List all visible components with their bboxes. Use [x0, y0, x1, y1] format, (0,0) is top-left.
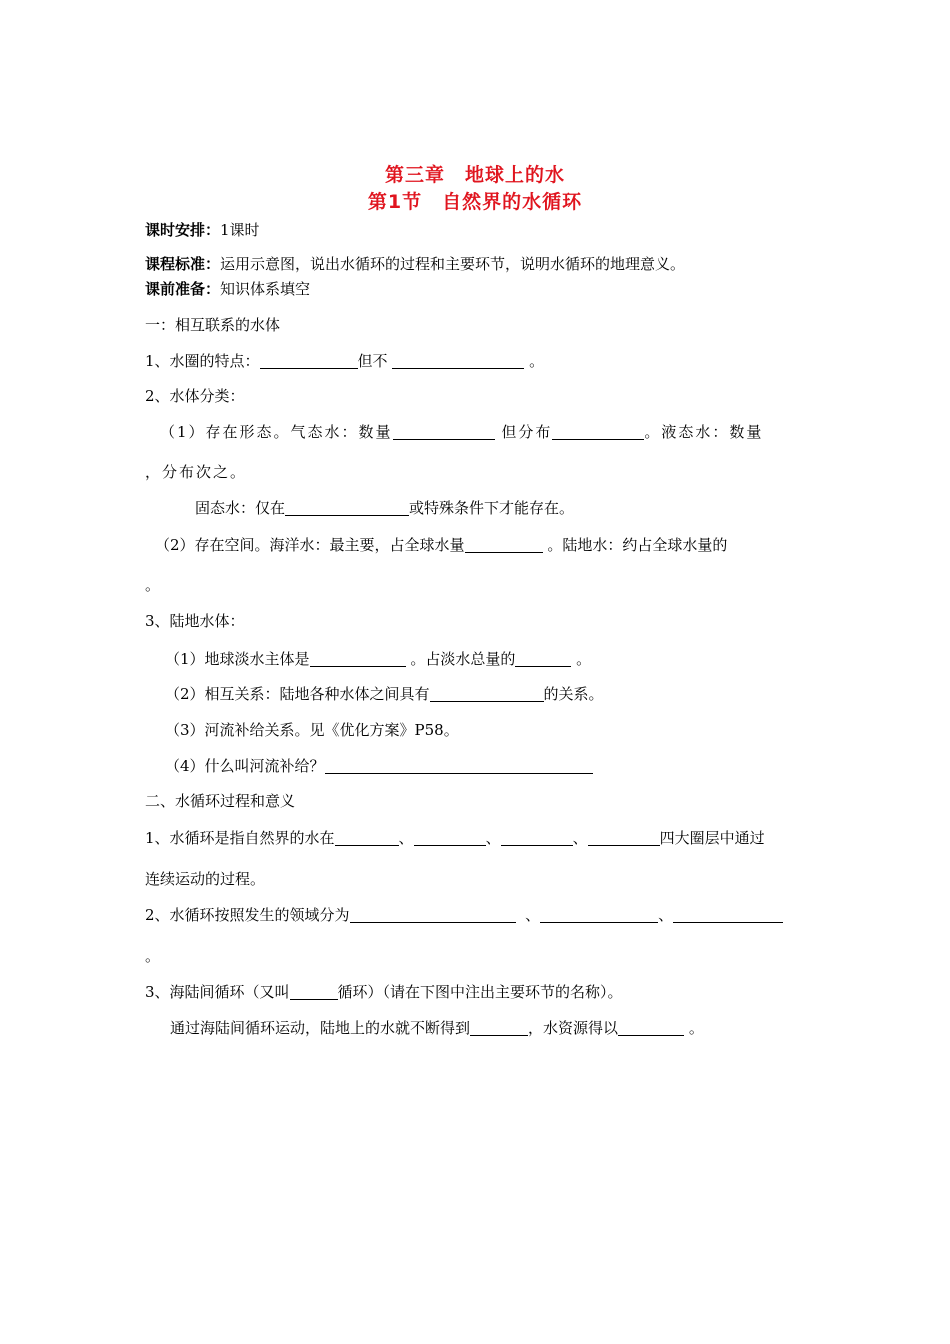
answer-blank[interactable]: [350, 906, 516, 923]
q3-i2-text: （2）相互关系：陆地各种水体之间具有: [165, 685, 430, 703]
p2-q3-text: 3、海陆间循环（又叫: [145, 983, 290, 1001]
q2-s2-line: [155, 535, 727, 555]
q2-solid-text-2: 或特殊条件下才能存在。: [409, 499, 575, 517]
q3-i3-line: （3）河流补给关系。见《优化方案》P58。: [165, 721, 459, 739]
part1-heading: 一：相互联系的水体: [145, 316, 281, 334]
schedule-line: [145, 220, 260, 240]
separator: 、: [485, 829, 501, 847]
separator: 、: [398, 829, 414, 847]
p2-q3-cont: [170, 1018, 704, 1038]
answer-blank[interactable]: [414, 829, 486, 846]
answer-blank[interactable]: [430, 685, 544, 702]
q3-i4-line: [165, 756, 593, 776]
p2-q2-end: 。: [145, 947, 161, 965]
p2-q3-text-4: ，水资源得以: [528, 1019, 619, 1037]
q1-end: 。: [529, 352, 545, 370]
answer-blank[interactable]: [260, 352, 358, 369]
p2-q1-text: 1、水循环是指自然界的水在: [145, 829, 335, 847]
answer-blank[interactable]: [392, 352, 524, 369]
q2-s1-text-2: 但分布: [501, 423, 553, 441]
q3-i2-text-2: 的关系。: [543, 685, 604, 703]
p2-q2-text: 2、水循环按照发生的领域分为: [145, 906, 350, 924]
q1-text: 1、水圈的特点：: [145, 352, 260, 370]
p2-q1-text-2: 四大圈层中通过: [659, 829, 765, 847]
prep-value: 知识体系填空: [220, 280, 311, 298]
answer-blank[interactable]: [310, 650, 406, 667]
q2-s2-end: 。: [145, 576, 161, 594]
standard-value: 运用示意图，说出水循环的过程和主要环节，说明水循环的地理意义。: [220, 255, 686, 273]
answer-blank[interactable]: [325, 757, 593, 774]
section-title: 第1节 自然界的水循环: [367, 191, 583, 213]
q3-i4-text: （4）什么叫河流补给？: [165, 757, 325, 775]
q2-s1-text: （1）存在形态。气态水：数量: [160, 423, 393, 441]
separator: 、: [525, 906, 541, 924]
q2-s1-line: [160, 422, 763, 442]
chapter-title: 第三章 地球上的水: [384, 164, 565, 186]
standard-label: 课程标准：: [145, 255, 221, 273]
standard-line: [145, 254, 685, 274]
p2-q3-end: 。: [688, 1019, 704, 1037]
answer-blank[interactable]: [552, 423, 644, 440]
answer-blank[interactable]: [285, 499, 409, 516]
q2-s1-cont: ，分布次之。: [145, 463, 248, 481]
q3-heading: 3、陆地水体：: [145, 612, 245, 630]
q2-s1-text-3: 。液态水：数量: [644, 423, 764, 441]
schedule-label: 课时安排：: [145, 221, 221, 239]
q2-solid-line: [195, 498, 574, 518]
separator: 、: [658, 906, 674, 924]
answer-blank[interactable]: [501, 829, 573, 846]
q2-s2-text-2: 。陆地水：约占全球水量的: [547, 536, 728, 554]
answer-blank[interactable]: [540, 906, 658, 923]
answer-blank[interactable]: [465, 536, 543, 553]
q3-i1-text: （1）地球淡水主体是: [165, 650, 310, 668]
q3-i1-text-2: 。占淡水总量的: [410, 650, 516, 668]
answer-blank[interactable]: [335, 829, 399, 846]
q1-text-2: 但不: [357, 352, 388, 370]
q3-i1-line: [165, 649, 591, 669]
q1-line: [145, 351, 544, 371]
p2-q3-line: [145, 982, 623, 1002]
answer-blank[interactable]: [393, 423, 495, 440]
separator: 、: [572, 829, 588, 847]
answer-blank[interactable]: [673, 906, 783, 923]
part2-heading: 二、水循环过程和意义: [145, 792, 296, 810]
prep-label: 课前准备：: [145, 280, 221, 298]
answer-blank[interactable]: [290, 983, 338, 1000]
p2-q3-text-3: 通过海陆间循环运动，陆地上的水就不断得到: [170, 1019, 471, 1037]
p2-q3-text-2: 循环）（请在下图中注出主要环节的名称）。: [337, 983, 623, 1001]
q2-s2-text: （2）存在空间。海洋水：最主要，占全球水量: [155, 536, 465, 554]
p2-q2-line: [145, 905, 783, 925]
answer-blank[interactable]: [515, 650, 571, 667]
answer-blank[interactable]: [618, 1019, 684, 1036]
q2-solid-text: 固态水：仅在: [195, 499, 286, 517]
schedule-value: 1课时: [220, 221, 260, 239]
prep-line: [145, 279, 310, 299]
p2-q1-cont: 连续运动的过程。: [145, 870, 266, 888]
q3-i1-end: 。: [576, 650, 592, 668]
q2-heading: 2、水体分类：: [145, 387, 245, 405]
answer-blank[interactable]: [588, 829, 660, 846]
q3-i2-line: [165, 684, 604, 704]
p2-q1-line: [145, 828, 765, 848]
answer-blank[interactable]: [470, 1019, 528, 1036]
